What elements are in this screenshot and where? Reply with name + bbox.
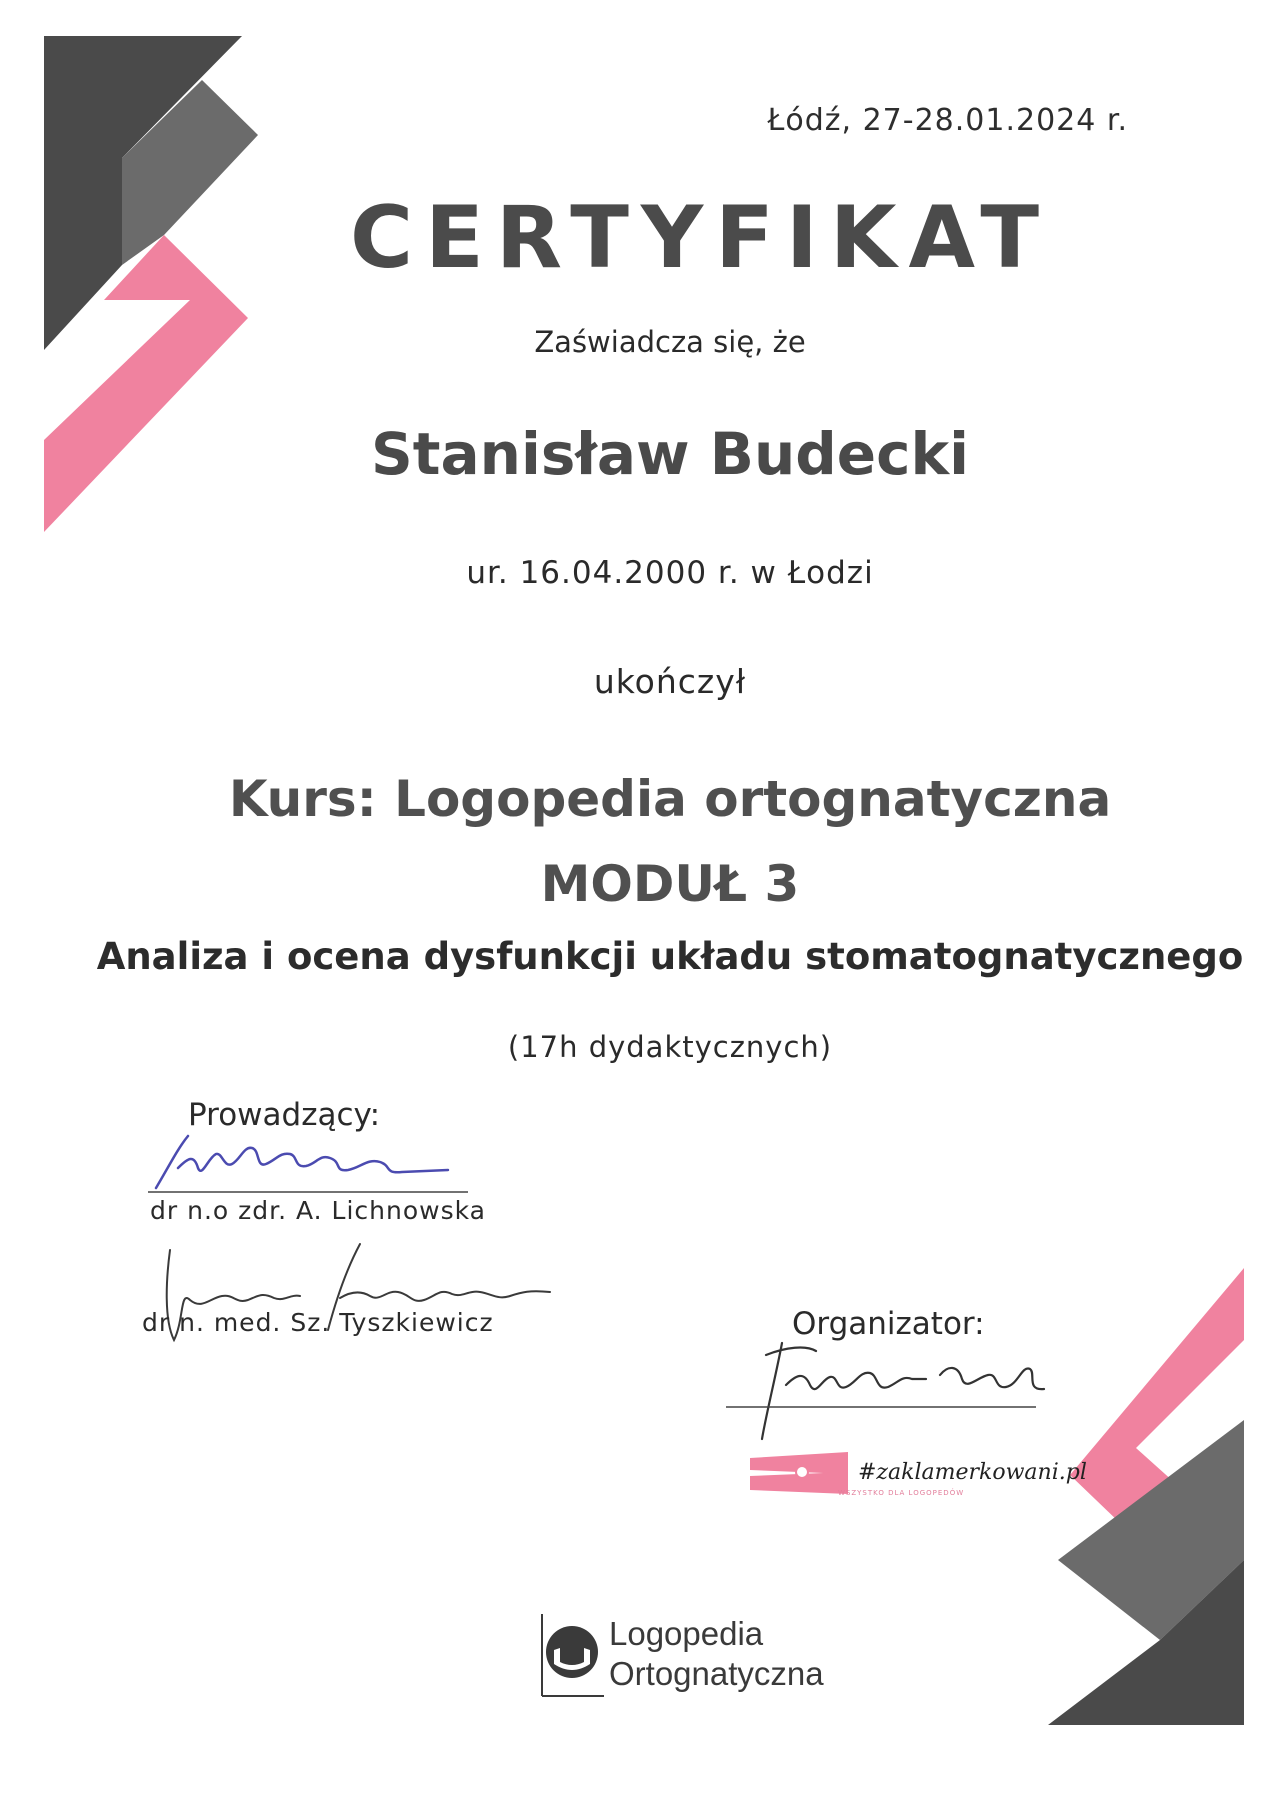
logopedia-logo-icon [538,1612,606,1698]
lecturers-label: Prowadzący: [188,1097,381,1133]
stamp-text: #zaklamerkowani.pl [858,1460,1087,1485]
place-date: Łódź, 27-28.01.2024 r. [767,103,1128,138]
logo-text-line2: Ortognatyczna [609,1655,824,1692]
birth-info: ur. 16.04.2000 r. w Łodzi [466,555,874,591]
course-title: Kurs: Logopedia ortognatyczna [228,770,1112,828]
lecturer-name-1: dr n.o zdr. A. Lichnowska [150,1196,486,1225]
lecturer-name-2: dr n. med. Sz. Tyszkiewicz [142,1308,494,1337]
course-subtitle: Analiza i ocena dysfunkcji układu stomatognatycznego [96,935,1244,978]
logo-text-line1: Logopedia [609,1615,764,1652]
certificate-title: CERTYFIKAT [350,188,1052,288]
stamp-subtext: WSZYSTKO DLA LOGOPEDÓW [838,1489,965,1497]
attest-text: Zaświadcza się, że [534,325,806,359]
course-hours: (17h dydaktycznych) [507,1030,833,1064]
organizer-label: Organizator: [792,1306,985,1342]
signature-lichnowska [148,1128,468,1198]
recipient-name: Stanisław Budecki [371,420,969,488]
completed-text: ukończył [593,662,747,701]
module-title: MODUŁ 3 [540,855,800,913]
signature-organizer [726,1335,1056,1445]
